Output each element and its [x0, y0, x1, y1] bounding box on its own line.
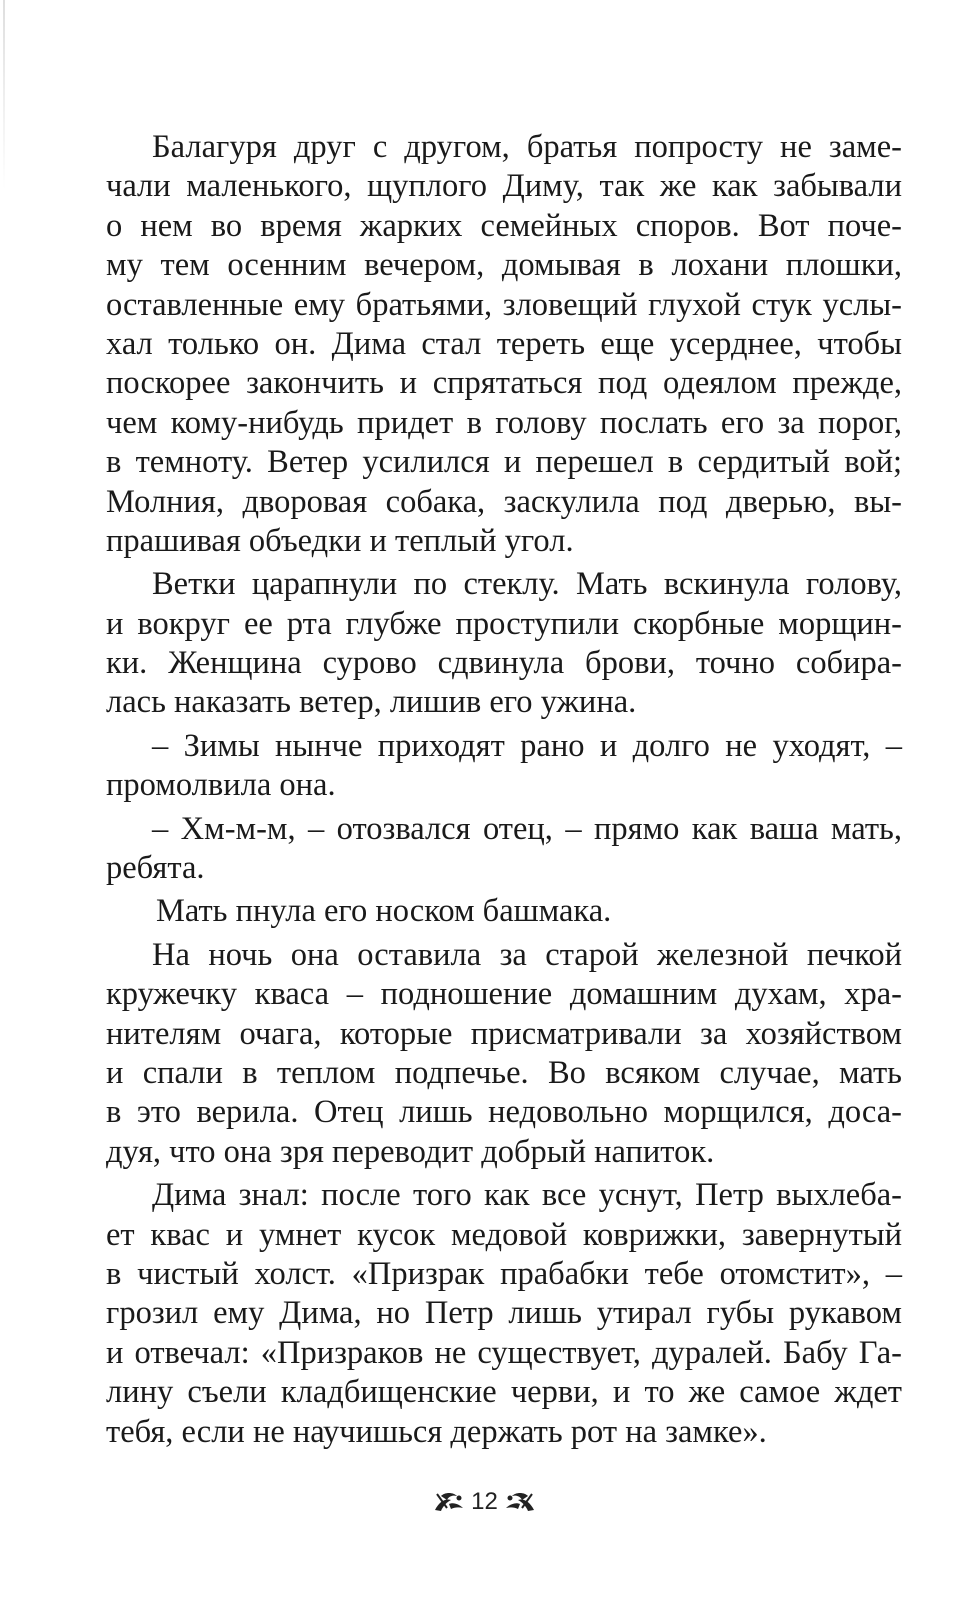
text-line: кружечку кваса – подношение домашним духам, хра- — [106, 976, 902, 1013]
text-line: Балагуря друг с другом, братья попросту не заме- — [152, 129, 902, 165]
text-line: и вокруг ее рта глубже проступили скорбные морщин- — [106, 605, 902, 642]
text-line: и спали в теплом подпечье. Во всяком случае, мать — [106, 1054, 902, 1091]
page-number: 12 — [471, 1488, 498, 1515]
paragraph — [106, 565, 902, 723]
text-line: му тем осенним вечером, домывая в лохани плошки, — [106, 247, 902, 284]
paragraph — [106, 892, 902, 931]
page-footer — [0, 1488, 969, 1516]
page-edge-line — [3, 0, 5, 190]
paragraph — [106, 1176, 902, 1452]
text-line: тебя, если не научишься держать рот на замке». — [106, 1413, 767, 1450]
text-line: дуя, что она зря переводит добрый напиток. — [106, 1133, 715, 1170]
paragraph — [106, 128, 902, 561]
text-line: грозил ему Дима, но Петр лишь утирал губы рукавом — [106, 1295, 902, 1332]
text-line: ребята. — [106, 850, 205, 887]
dialogue-paragraph — [106, 810, 902, 889]
text-line: Молния, дворовая собака, заскулила под дверью, вы- — [106, 483, 902, 520]
fleuron-left-icon — [433, 1490, 465, 1514]
text-line: чали маленького, щуплого Диму, так же как забывали — [106, 168, 902, 205]
fleuron-right-icon — [504, 1490, 536, 1514]
text-line: в темноту. Ветер усилился и перешел в сердитый вой; — [106, 444, 902, 481]
text-line: Мать пнула его носком башмака. — [156, 893, 612, 930]
text-line: поскорее закончить и спрятаться под одеялом прежде, — [106, 365, 902, 402]
text-line: в это верила. Отец лишь недовольно морщился, доса- — [106, 1094, 902, 1131]
text-line: Ветки царапнули по стеклу. Мать вскинула голову, — [152, 566, 902, 603]
text-line: – Хм-м-м, – отозвался отец, – прямо как ваша мать, — [152, 810, 902, 847]
dialogue-paragraph — [106, 727, 902, 806]
text-line: чем кому-нибудь придет в голову послать его за порог, — [106, 404, 902, 441]
text-line: о нем во время жарких семейных споров. Вот поче- — [106, 207, 902, 244]
text-line: На ночь она оставила за старой железной печкой — [152, 936, 902, 973]
text-line: в чистый холст. «Призрак прабабки тебе отомстит», – — [106, 1255, 902, 1292]
text-line: нителям очага, которые присматривали за хозяйством — [106, 1015, 902, 1052]
text-line: прашивая объедки и теплый угол. — [106, 522, 574, 559]
text-line: хал только он. Дима стал тереть еще усерднее, чтобы — [106, 325, 902, 362]
text-line: оставленные ему братьями, зловещий глухой стук услы- — [106, 286, 902, 323]
text-line: ки. Женщина сурово сдвинула брови, точно собира- — [106, 645, 902, 682]
text-line: – Зимы нынче приходят рано и долго не уходят, – — [152, 727, 902, 764]
text-line: и отвечал: «Призраков не существует, дуралей. Бабу Га- — [106, 1334, 902, 1371]
text-line: лась наказать ветер, лишив его ужина. — [106, 684, 637, 721]
text-line: промолвила она. — [106, 767, 336, 804]
text-line: Дима знал: после того как все уснут, Петр выхлеба- — [152, 1177, 902, 1214]
text-line: лину съели кладбищенские черви, и то же самое ждет — [106, 1374, 902, 1411]
text-line: ет квас и умнет кусок медовой коврижки, завернутый — [106, 1216, 902, 1253]
paragraph — [106, 936, 902, 1172]
page-body — [106, 128, 902, 1452]
